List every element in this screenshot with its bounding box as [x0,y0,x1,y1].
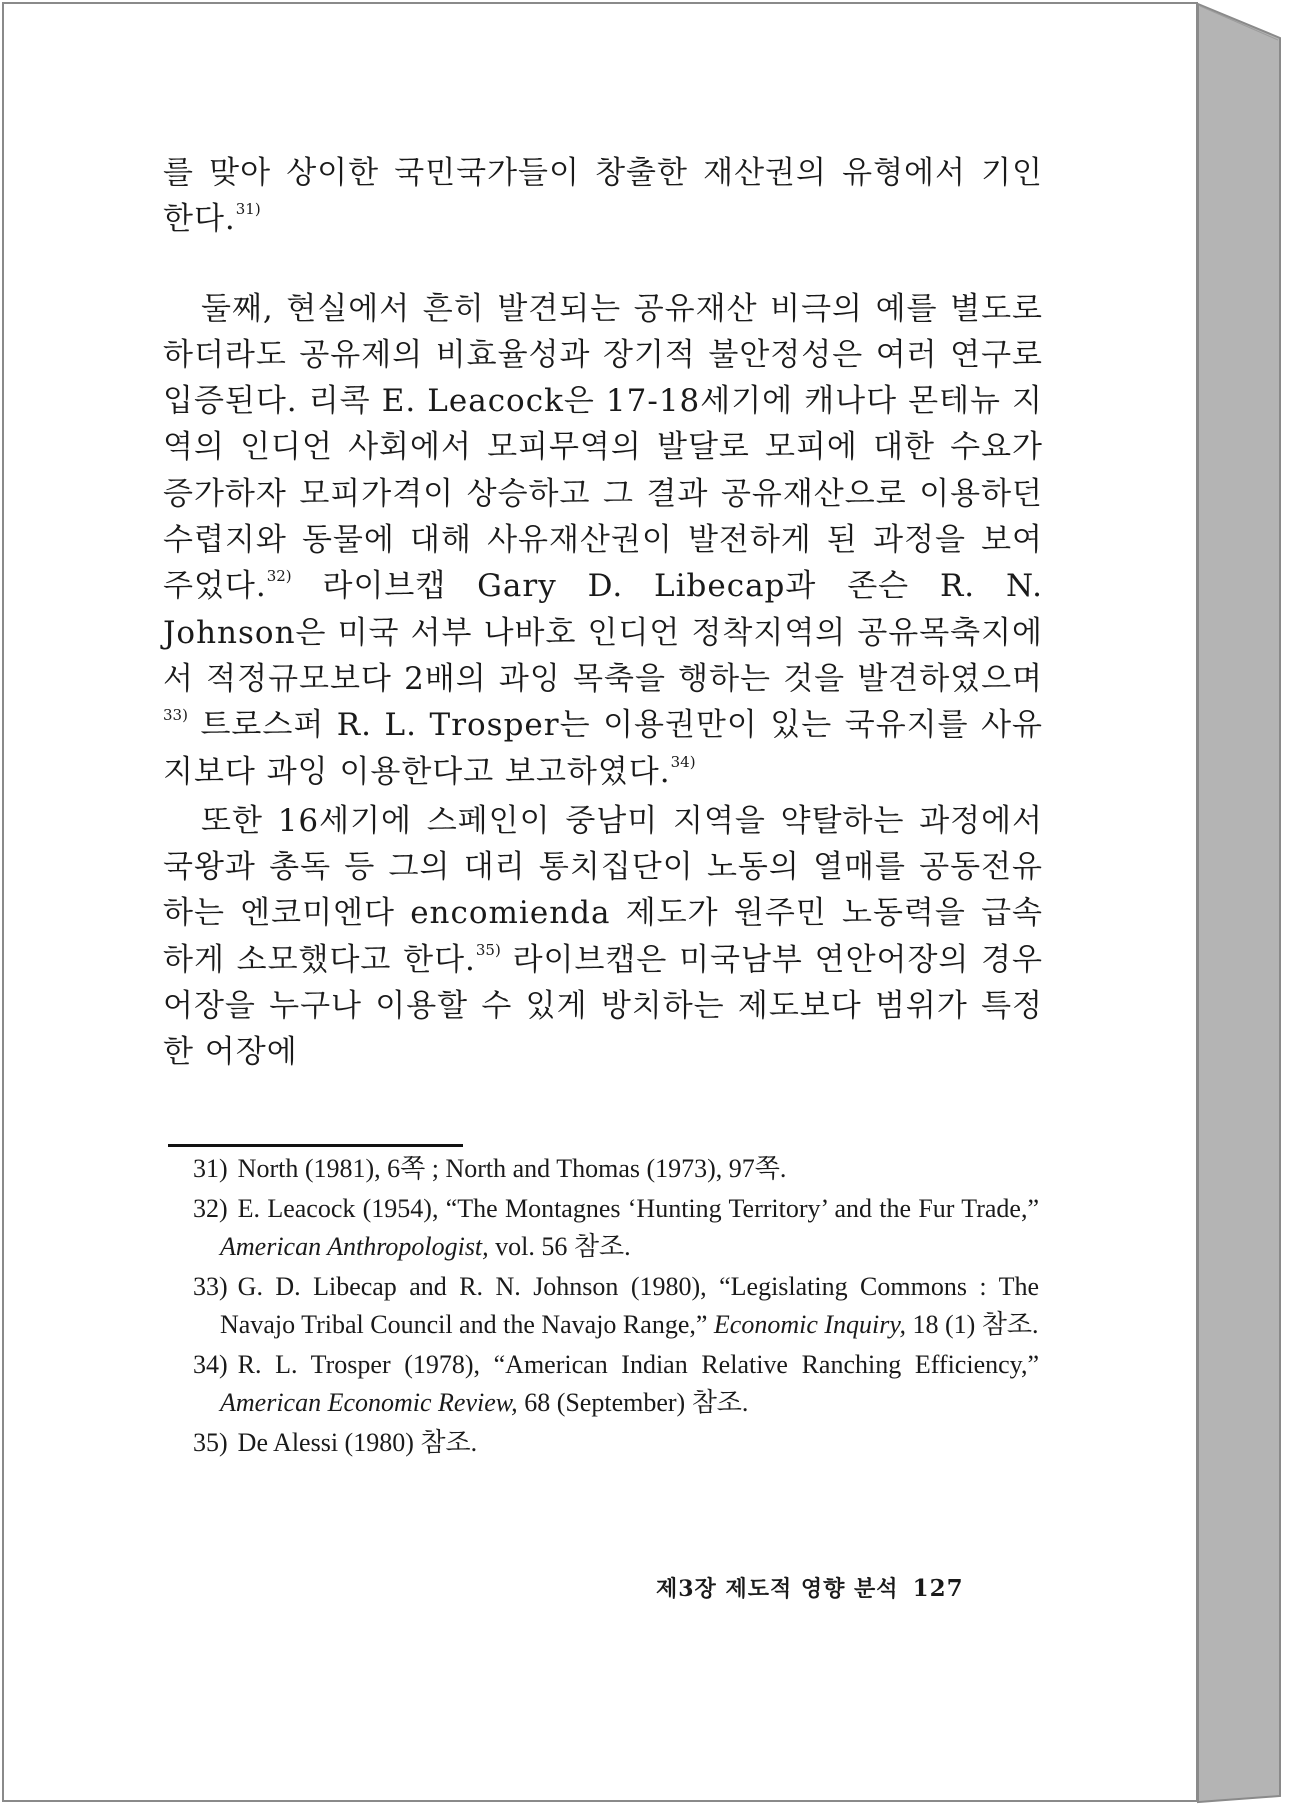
journal-title: Economic Inquiry, [713,1310,906,1339]
footnote-33: 33) G. D. Libecap and R. N. Johnson (1980), “Legislating Commons : The Navajo Tribal Council and the Navajo Range,” Economic Inquiry, 18 (1) 참조. [193,1271,1039,1339]
journal-title: American Anthropologist, [220,1232,489,1261]
footnote-35: 35) De Alessi (1980) 참조. [193,1427,478,1457]
chapter-title: 제3장 제도적 영향 분석 [656,1576,899,1602]
running-footer [656,1572,964,1603]
footnote-ref-35[interactable]: 35) [475,940,501,959]
footnote-divider [168,1144,463,1147]
footnote-ref-33[interactable]: 33) [163,706,188,725]
footnote-ref-31[interactable]: 31) [235,200,261,219]
paragraph-1: 를 맞아 상이한 국민국가들이 창출한 재산권의 유형에서 기인한다.$^{31)}$ [163,155,1043,238]
footnote-32: 32) E. Leacock (1954), “The Montagnes ‘Hunting Territory’ and the Fur Trade,” American Anthropologist, vol. 56 참조. [193,1193,1039,1261]
footnote-34: 34) R. L. Trosper (1978), “American Indian Relative Ranching Efficiency,” American Economic Review, 68 (September) 참조. [193,1349,1039,1417]
paragraph-3: 또한 16세기에 스페인이 중남미 지역을 약탈하는 과정에서 국왕과 총독 등 그의 대리 통치집단이 노동의 열매를 공동전유하는 엔코미엔다 encomienda 제도가 원주민 노동력을 급속하게 소모했다고 한다.$^{35)}$ 라이브캡은 미국남부 연안어장의 경우 어장을 누구나 이용할 수 있게 방치하는 제도보다 범위가 특정한 어장에 [163,802,1043,1071]
journal-title: American Economic Review, [220,1388,518,1417]
page-number: 127 [912,1575,964,1602]
paragraph-2: 둘째, 현실에서 흔히 발견되는 공유재산 비극의 예를 별도로 하더라도 공유제의 비효율성과 장기적 불안정성은 여러 연구로 입증된다. 리콕 E. Leacock은 17-18세기에 캐나다 몬테뉴 지역의 인디언 사회에서 모피무역의 발달로 모피에 대한 수요가 증가하자 모피가격이 상승하고 그 결과 공유재산으로 이용하던 수렵지와 동물에 대해 사유재산권이 발전하게 된 과정을 보여주었다.$^{32)}$ 라이브캡 Gary D. Libecap과 존슨 R. N. Johnson은 미국 서부 나바호 인디언 정착지역의 공유목축지에서 적정규모보다 2배의 과잉 목축을 행하는 것을 발견하였으며$^{33)}$ 트로스퍼 R. L. Trosper는 이용권만이 있는 국유지를 사유지보다 과잉 이용한다고 보고하였다.$^{34)}$ [163,290,1043,790]
footnote-ref-32[interactable]: 32) [266,567,292,586]
footnotes [193,1150,1039,1462]
body-text [163,150,1043,1076]
footnote-ref-34[interactable]: 34) [670,752,696,771]
footnote-31: 31) North (1981), 6쪽 ; North and Thomas (1973), 97쪽. [193,1154,787,1183]
